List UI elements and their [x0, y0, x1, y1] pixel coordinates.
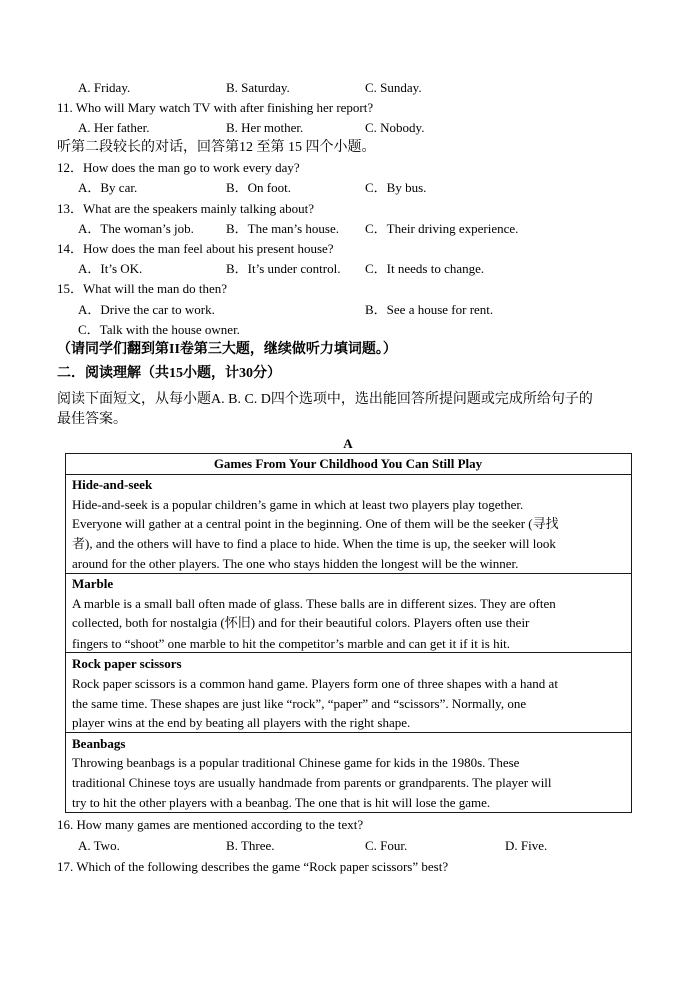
q17-stem: 17. Which of the following describes the game “Rock paper scissors” best? [57, 859, 449, 874]
q15-option-c: C．Talk with the house owner. [78, 322, 240, 337]
q16-option-a: A. Two. [78, 838, 120, 853]
passage-line: player wins at the end by beating all players with the right shape. [72, 715, 411, 730]
q11-stem: 11. Who will Mary watch TV with after finishing her report? [57, 100, 374, 115]
passage-line: Hide-and-seek is a popular children’s game in which at least two players play together. [72, 497, 524, 512]
passage-line: the same time. These shapes are just like “rock”, “paper” and “scissors”. Normally, one [72, 696, 527, 711]
passage-line: traditional Chinese toys are usually handmade from parents or grandparents. The player will [72, 775, 552, 790]
q15-stem: 15．What will the man do then? [57, 281, 228, 296]
q16-stem: 16. How many games are mentioned according to the text? [57, 817, 364, 832]
section-heading-beanbags: Beanbags [72, 736, 126, 751]
q16-option-d: D. Five. [505, 838, 548, 853]
q12-stem: 12．How does the man go to work every day? [57, 160, 300, 175]
reading-instruction-line-2: 最佳答案。 [57, 412, 127, 427]
dialogue2-instruction: 听第二段较长的对话，回答第12 至第 15 四个小题。 [57, 140, 376, 155]
q12-option-c: C．By bus. [365, 180, 427, 195]
q13-option-c: C．Their driving experience. [365, 221, 519, 236]
reading-section-heading: 二．阅读理解（共15小题，计30分） [57, 366, 281, 381]
passage-line: fingers to “shoot” one marble to hit the competitor’s marble and can get it if it is hit. [72, 636, 511, 651]
passage-line: A marble is a small ball often made of glass. These balls are in different sizes. They are often [72, 596, 556, 611]
q14-option-c: C．It needs to change. [365, 261, 485, 276]
q14-option-a: A．It’s OK. [78, 261, 143, 276]
q13-option-a: A．The woman’s job. [78, 221, 194, 236]
section-heading-marble: Marble [72, 576, 114, 591]
passage-line: Rock paper scissors is a common hand game. Players form one of three shapes with a hand at [72, 676, 558, 691]
passage-line: Throwing beanbags is a popular traditional Chinese game for kids in the 1980s. These [72, 755, 520, 770]
passage-line: Everyone will gather at a central point in the beginning. One of them will be the seeker (寻找 [72, 516, 559, 531]
q10-option-c: C. Sunday. [365, 80, 422, 95]
q12-option-a: A．By car. [78, 180, 138, 195]
q10-option-b: B. Saturday. [226, 80, 290, 95]
q14-stem: 14．How does the man feel about his present house? [57, 241, 334, 256]
reading-instruction-line-1: 阅读下面短文，从每小题A. B. C. D四个选项中，选出能回答所提问题或完成所给句子的 [57, 392, 593, 407]
q13-stem: 13．What are the speakers mainly talking about? [57, 201, 315, 216]
section-heading-hide-and-seek: Hide-and-seek [72, 477, 153, 492]
table-divider [65, 573, 632, 574]
table-divider [65, 732, 632, 733]
q15-option-b: B．See a house for rent. [365, 302, 494, 317]
q16-option-b: B. Three. [226, 838, 275, 853]
section-heading-rock-paper-scissors: Rock paper scissors [72, 656, 182, 671]
passage-line: try to hit the other players with a beanbag. The one that is hit will lose the game. [72, 795, 491, 810]
table-divider [65, 474, 632, 475]
q11-option-b: B. Her mother. [226, 120, 304, 135]
passage-line: around for the other players. The one who stays hidden the longest will be the winner. [72, 556, 519, 571]
table-divider [65, 652, 632, 653]
q11-option-a: A. Her father. [78, 120, 150, 135]
turn-page-note: （请同学们翻到第II卷第三大题，继续做听力填词题。） [57, 342, 397, 357]
passage-label: A [343, 436, 353, 451]
q10-option-a: A. Friday. [78, 80, 131, 95]
q12-option-b: B．On foot. [226, 180, 292, 195]
q16-option-c: C. Four. [365, 838, 408, 853]
q14-option-b: B．It’s under control. [226, 261, 341, 276]
q11-option-c: C. Nobody. [365, 120, 425, 135]
q15-option-a: A．Drive the car to work. [78, 302, 215, 317]
q13-option-b: B．The man’s house. [226, 221, 340, 236]
passage-line: 者), and the others will have to find a place to hide. When the time is up, the seeker will look [72, 536, 556, 551]
passage-line: collected, both for nostalgia (怀旧) and for their beautiful colors. Players often use their [72, 615, 530, 630]
passage-title: Games From Your Childhood You Can Still Play [213, 456, 483, 471]
